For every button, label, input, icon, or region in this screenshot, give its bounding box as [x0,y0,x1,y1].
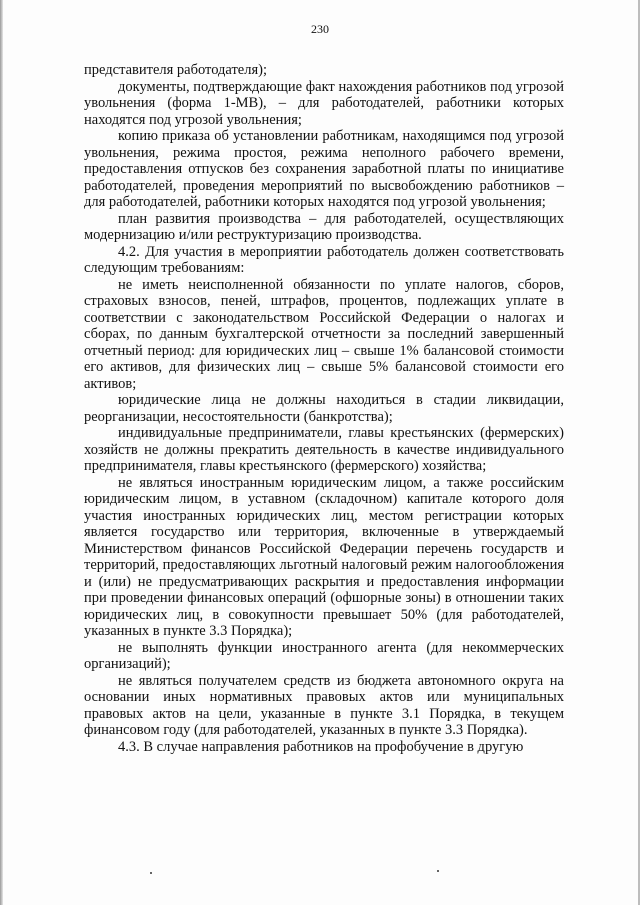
paragraph-not-budget-recipient: не являться получателем средств из бюджета автономного округа на основании иных нормативных правовых актов или муниципальных правовых актов на цели, указанные в пункте 3.1 Порядка, в текущем финансовом году (для работодателей, указанных в пункте 3.3 Порядка). [84,672,564,738]
scan-edge-left [0,0,3,905]
paragraph-employer-representative-end: представителя работодателя); [84,62,267,78]
document-body [84,62,564,755]
paragraph-entrepreneurs: индивидуальные предприниматели, главы крестьянских (фермерских) хозяйств не должны прекратить деятельность в качестве индивидуального предпринимателя, главы крестьянского (фермерского) хозяйства; [84,425,564,474]
paragraph-documents-form-1mv: документы, подтверждающие факт нахождения работников под угрозой увольнения (форма 1-МВ), – для работодателей, работники которых находятся под угрозой увольнения; [84,78,564,128]
paragraph-no-liquidation: юридические лица не должны находиться в стадии ликвидации, реорганизации, несостоятельности (банкротства); [84,392,564,425]
paragraph-section-4-2: 4.2. Для участия в мероприятии работодатель должен соответствовать следующим требованиям: [84,243,564,276]
scan-speck [437,870,439,872]
paragraph-development-plan: план развития производства – для работодателей, осуществляющих модернизацию и/или реструктуризацию производства. [84,210,564,243]
paragraph-not-foreign-agent: не выполнять функции иностранного агента (для некоммерческих организаций); [84,639,564,672]
paragraph-section-4-3: 4.3. В случае направления работников на профобучение в другую [118,738,524,755]
paragraph-order-copy: копию приказа об установлении работникам, находящимся под угрозой увольнения, режима простоя, режима неполного рабочего времени, предоставления отпусков без сохранения заработной платы по инициативе работодателей, проведения мероприятий по высвобождению работников –для работодателей, работники которых находятся под угрозой увольнения; [84,128,564,210]
scan-speck [150,872,152,874]
paragraph-no-tax-debt: не иметь неисполненной обязанности по уплате налогов, сборов, страховых взносов, пеней, штрафов, процентов, подлежащих уплате в соответствии с законодательством Российской Федерации о налогах и сборах, по данным бухгалтерской отчетности за последний завершенный отчетный период: для юридических лиц – свыше 1% балансовой стоимости его активов, для физических лиц – свыше 5% балансовой стоимости его активов; [84,276,564,392]
page-number: 230 [311,22,329,36]
paragraph-not-foreign-entity: не являться иностранным юридическим лицом, а также российским юридическим лицом, в уставном (складочном) капитале которого доля участия иностранных юридических лиц, местом регистрации которых является государство или территория, включенные в утверждаемый Министерством финансов Российской Федерации перечень государств и территорий, предоставляющих льготный налоговый режим налогообложения и (или) не предусматривающих раскрытия и предоставления информации при проведении финансовых операций (офшорные зоны) в отношении таких юридических лиц, в совокупности превышает 50% (для работодателей, указанных в пункте 3.3 Порядка); [84,474,564,639]
